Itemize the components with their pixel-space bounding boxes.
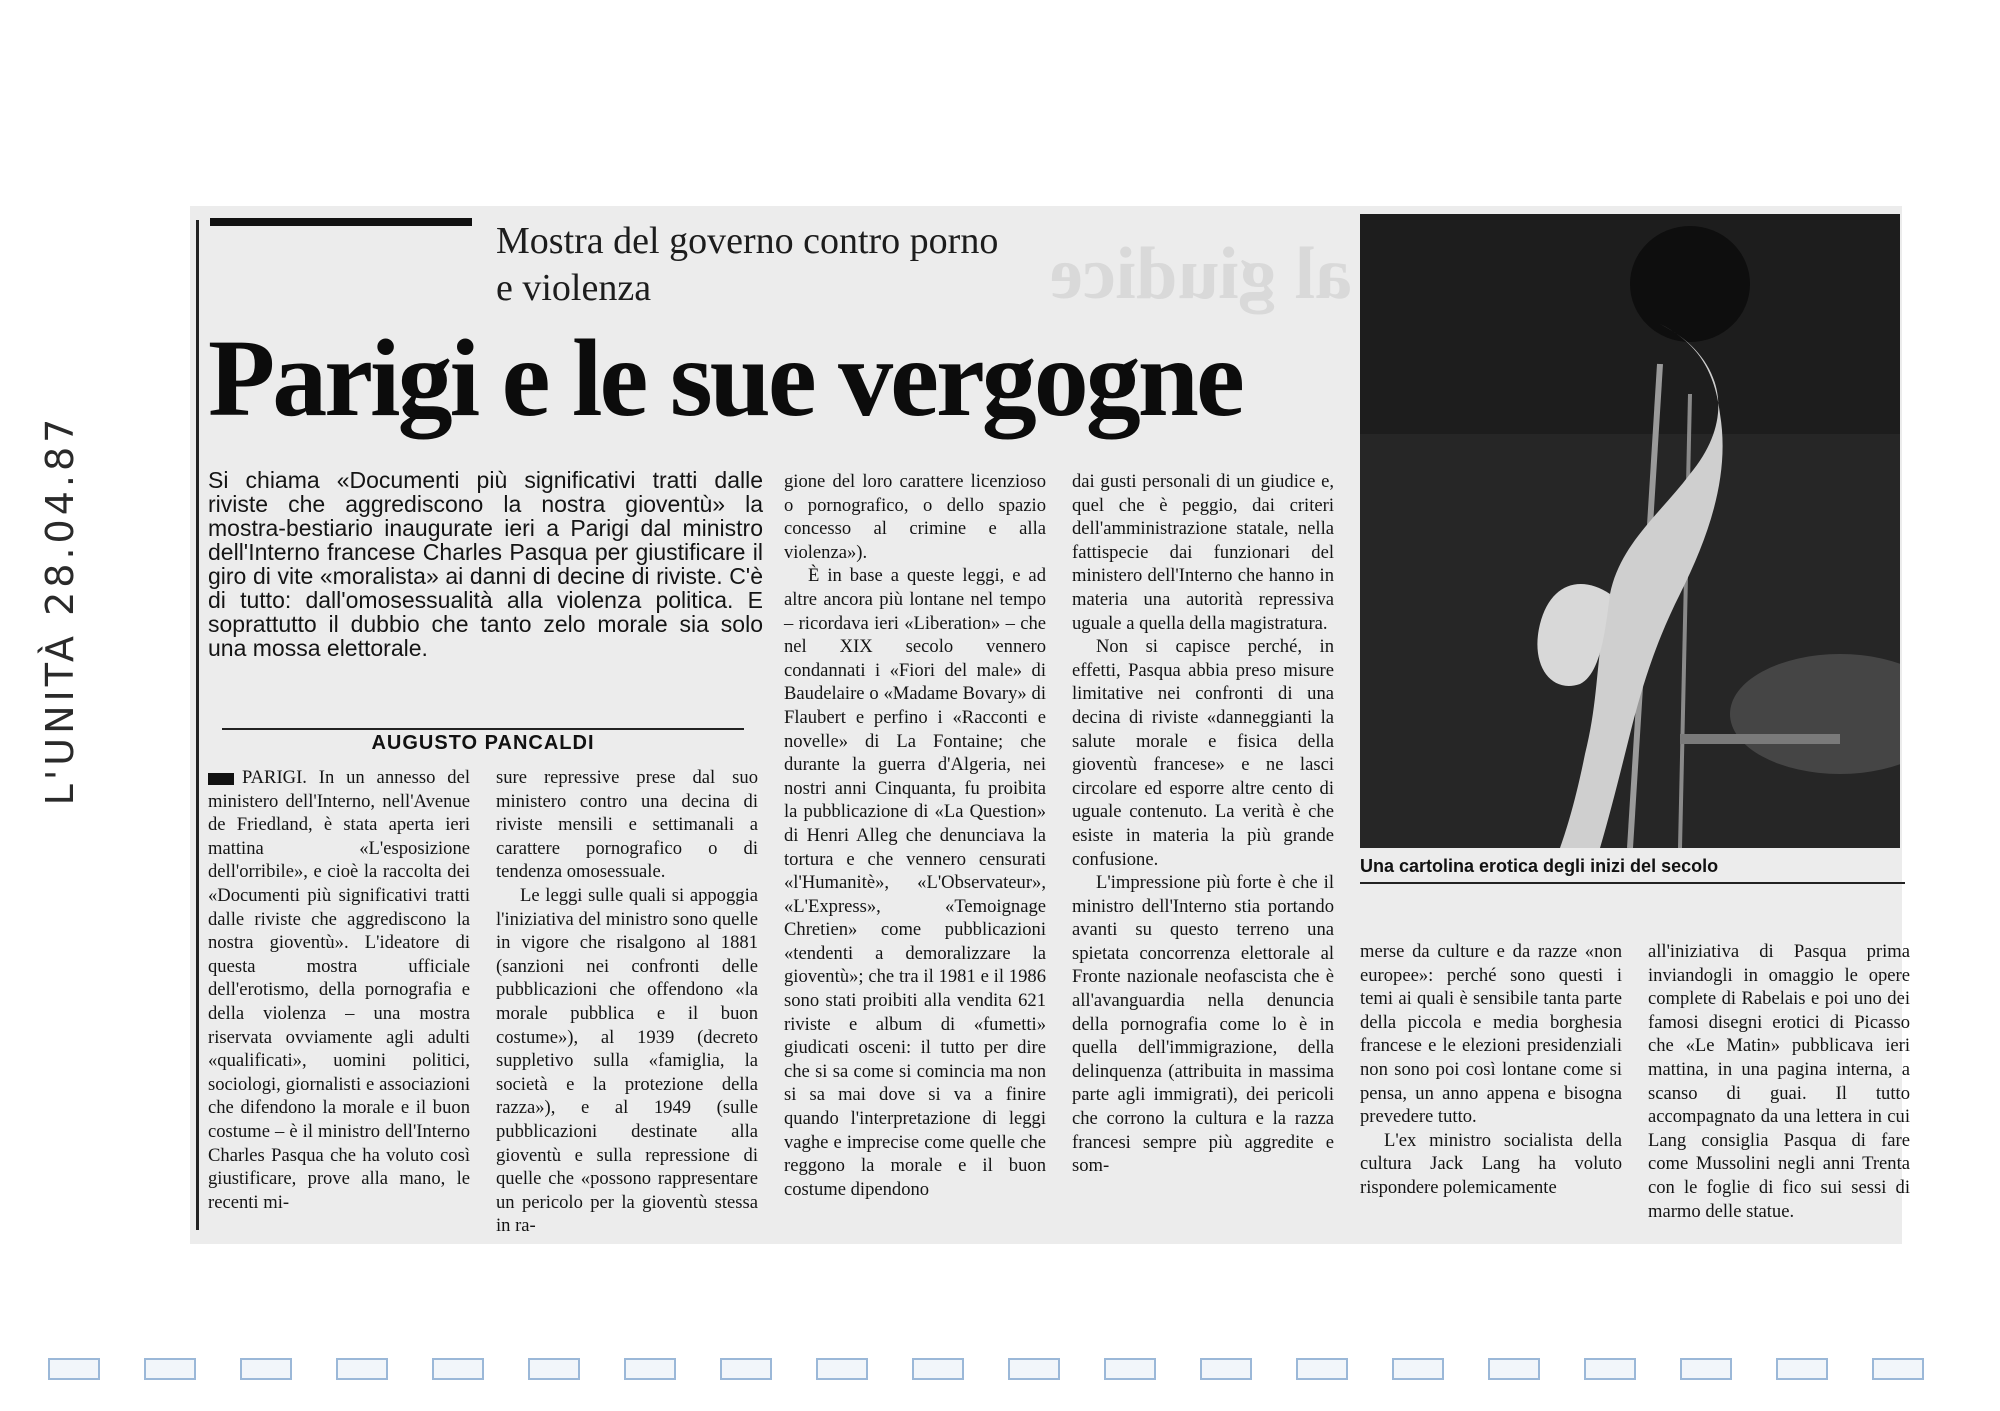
handwritten-margin-note	[20, 414, 100, 806]
article-headline: Parigi e le sue vergogne	[208, 317, 1242, 439]
binder-tab	[1008, 1358, 1060, 1380]
binder-tab	[1200, 1358, 1252, 1380]
photo-illustration	[1360, 214, 1900, 848]
binder-tab	[912, 1358, 964, 1380]
binder-tab	[240, 1358, 292, 1380]
column-3-paragraph-2: È in base a queste leggi, e ad altre ancora più lontane nel tempo – ricordava ieri «Liberation» – che nel XIX secolo vennero condannati i «Fiori del male» di Baudelaire o «Madame Bovary» di Flaubert e perfino i «Racconti e novelle» di La Fontaine; che durante la guerra d'Algeria, nei nostri anni Cinquanta, fu proibita la pubblicazione di «La Question» di Henri Alleg che denunciava la tortura e che vennero censurati «l'Humanitè», «L'Observateur», «L'Express», «Temoignage Chretien» come pubblicazioni «tendenti a demoralizzare la gioventù»; che tra il 1981 e il 1986 sono stati proibiti alla vendita 621 riviste e album di «fumetti» giudicati osceni: il tutto per dire che si sa come si comincia ma non si sa mai dove si va a finire quando l'interpretazione di leggi vaghe e imprecise come quelle che reggono la morale e il buon costume dipendono	[784, 565, 1046, 1200]
binder-tab	[1104, 1358, 1156, 1380]
binder-tab	[1392, 1358, 1444, 1380]
byline-rule	[222, 728, 744, 730]
column-6	[1648, 940, 1910, 1223]
photo-caption: Una cartolina erotica degli inizi del secolo	[1360, 856, 1719, 876]
column-2	[496, 766, 758, 1238]
binder-tab	[1296, 1358, 1348, 1380]
binder-tab	[624, 1358, 676, 1380]
bleed-through-text: al giudice	[1050, 233, 1353, 315]
column-4	[1072, 470, 1334, 1178]
byline: AUGUSTO PANCALDI	[371, 732, 595, 754]
binder-tab	[1872, 1358, 1924, 1380]
column-3-paragraph-1: gione del loro carattere licenzioso o pornografico, o dello spazio concesso al crimine e alla violenza»).	[784, 471, 1046, 563]
section-marker	[208, 773, 234, 785]
binder-tab	[1488, 1358, 1540, 1380]
binder-tab	[432, 1358, 484, 1380]
column-4-paragraph-2: Non si capisce perché, in effetti, Pasqua abbia preso misure limitative nei confronti di una decina di riviste «danneggianti la salute morale e fisica della gioventù francese» e ne lasci circolare ed esporre altre cento di uguale contenuto. La verità è che esiste in materia la più grande confusione.	[1072, 636, 1334, 870]
margin-note-text: L'UNITÀ 28.04.87	[38, 414, 82, 806]
column-5	[1360, 940, 1622, 1200]
left-rule	[196, 220, 199, 1230]
binder-tab	[720, 1358, 772, 1380]
column-3	[784, 470, 1046, 1201]
top-rule	[210, 218, 472, 226]
column-2-paragraph-2: Le leggi sulle quali si appoggia l'iniziativa del ministro sono quelle in vigore che risalgono al 1881 (sanzioni nei confronti delle pubblicazioni che offendono «la morale pubblica e il buon costume»), al 1939 (decreto suppletivo sulla «famiglia, la società e la protezione della razza»), e al 1949 (sulle pubblicazioni destinate alla gioventù e sulla repressione di quelle che «possono rappresentare un pericolo per la gioventù stessa in ra-	[496, 884, 758, 1237]
column-6-text: all'iniziativa di Pasqua prima inviandogli in omaggio le opere complete di Rabelais e poi uno dei famosi disegni erotici di Picasso che «Le Matin» pubblicava ieri mattina, in una pagina interna, a scanso di guai. Il tutto accompagnato da una lettera in cui Lang consiglia Pasqua di fare come Mussolini negli anni Trenta con le foglie di fico sui sessi di marmo delle statue.	[1648, 941, 1910, 1222]
binder-tab	[1680, 1358, 1732, 1380]
binder-tab	[336, 1358, 388, 1380]
column-5-paragraph-1: merse da culture e da razze «non europee»: perché sono questi i temi ai quali è sensibile tanta parte della piccola e media borghesia francese e le elezioni presidenziali non sono poi così lontane come si pensa, un anno appena e bisogna prevedere tutto.	[1360, 941, 1622, 1128]
column-2-paragraph-1: sure repressive prese dal suo ministero contro una decina di riviste mensili e settimanali a carattere pornografico o di tendenza omosessuale.	[496, 767, 758, 883]
photo-erotic-postcard	[1360, 214, 1900, 848]
binder-tab	[528, 1358, 580, 1380]
binder-tab	[1776, 1358, 1828, 1380]
binder-tab	[48, 1358, 100, 1380]
column-4-paragraph-1: dai gusti personali di un giudice e, quel che è peggio, dai criteri dell'amministrazione statale, nella fattispecie dai funzionari del ministero dell'Interno che hanno in materia una autorità repressiva uguale a quella della magistratura.	[1072, 471, 1334, 634]
binder-tab	[1584, 1358, 1636, 1380]
binder-tab	[144, 1358, 196, 1380]
column-1-text: PARIGI. In un annesso del ministero dell'Interno, nell'Avenue de Friedland, è stata aperta ieri mattina «L'esposizione dell'orribile», e cioè la raccolta dei «Documenti più significativi tratti dalle riviste che aggrediscono la nostra gioventù». L'ideatore di questa mostra ufficiale dell'erotismo, della pornografia e della violenza – una mostra riservata ovviamente agli adulti «qualificati», uomini politici, sociologi, giornalisti e associazioni che difendono la morale e il buon costume – è il ministro dell'Interno Charles Pasqua che ha voluto così giustificare, prove alla mano, le recenti mi-	[208, 767, 470, 1213]
article-lead: Si chiama «Documenti più significativi tratti dalle riviste che aggrediscono la nostra gioventù» la mostra-bestiario inaugurate ieri a Parigi dal ministro dell'Interno francese Charles Pasqua per giustificare il giro di vite «moralista» ai danni di decine di riviste. C'è di tutto: dall'omosessualità alla violenza politica. E soprattutto il dubbio che tanto zelo morale sia solo una mossa elettorale.	[208, 467, 763, 661]
article-kicker: Mostra del governo contro porno e violenza	[496, 220, 999, 309]
column-1	[208, 766, 470, 1214]
binder-tab	[816, 1358, 868, 1380]
binder-tabs	[48, 1358, 1948, 1384]
caption-rule	[1360, 882, 1905, 884]
column-4-paragraph-3: L'impressione più forte è che il ministro dell'Interno stia portando avanti su questo terreno una spietata concorrenza elettorale al Fronte nazionale neofascista che è all'avanguardia nella denuncia della pornografia come lo è in quella dell'immigrazione, della delinquenza (attribuita in massima parte agli immigrati), dei pericoli che corrono la cultura e la razza francesi sempre più aggredite e som-	[1072, 872, 1334, 1177]
column-5-paragraph-2: L'ex ministro socialista della cultura Jack Lang ha voluto rispondere polemicamente	[1360, 1129, 1622, 1198]
